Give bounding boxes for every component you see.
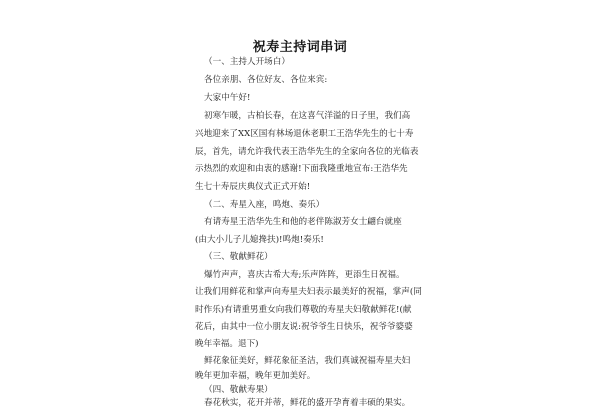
paragraph-line: 春花秋实，花开并蒂，鲜花的盛开孕育着丰硕的果实。 — [204, 398, 411, 408]
paragraph-line: 花后，由其中一位小朋友说:祝爷爷生日快乐，祝爷爷婆婆 — [195, 322, 413, 332]
section-heading-flowers: （三、敬献鲜花） — [204, 252, 273, 262]
paragraph-line: 爆竹声声，喜庆古希大寿;乐声阵阵，更添生日祝福。 — [204, 270, 405, 280]
paragraph-line: 有请寿星王浩华先生和他的老伴陈淑芳女士翩台就座 — [204, 217, 402, 227]
paragraph-line: 示热烈的欢迎和由衷的感谢!下面我隆重地宣布:王浩华先 — [195, 164, 408, 174]
paragraph-line: 时作乐)有请重男重女向我们尊敬的寿星夫妇敬献鲜花!(献 — [195, 305, 412, 315]
paragraph-line: 生七十寿辰庆典仪式正式开始! — [195, 182, 311, 192]
paragraph-line: 鲜花象征美好，鲜花象征圣洁，我们真诚祝福寿星夫妇 — [204, 356, 411, 366]
document-title: 祝寿主持词串词 — [252, 40, 348, 55]
section-heading-opening: （一、主持人开场白） — [204, 57, 290, 67]
paragraph-line: (由大小儿子儿媳搀扶)!鸣炮!奏乐! — [195, 235, 324, 245]
paragraph-line: 初寒乍暖，古柏长春，在这喜气洋溢的日子里，我们高 — [204, 111, 411, 121]
paragraph-line: 辰，首先，请允许我代表王浩华先生的全家向各位的光临表 — [195, 147, 419, 157]
paragraph-line: 大家中午好! — [204, 93, 251, 103]
paragraph-line: 兴地迎来了XX区国有林场退休老职工王浩华先生的七十寿 — [195, 129, 414, 139]
paragraph-line: 晚年幸福。退下) — [195, 339, 259, 349]
section-heading-fruit: （四、敬献寿果） — [204, 385, 273, 395]
section-heading-seating: （二、寿星入座，鸣炮、奏乐） — [204, 200, 325, 210]
paragraph-line: 晚年更加幸福，晚年更加美好。 — [195, 371, 316, 381]
paragraph-line: 让我们用鲜花和掌声向寿星夫妇表示最美好的祝福，掌声(同 — [195, 287, 422, 297]
paragraph-line: 各位亲朋、各位好友、各位来宾: — [204, 75, 328, 85]
